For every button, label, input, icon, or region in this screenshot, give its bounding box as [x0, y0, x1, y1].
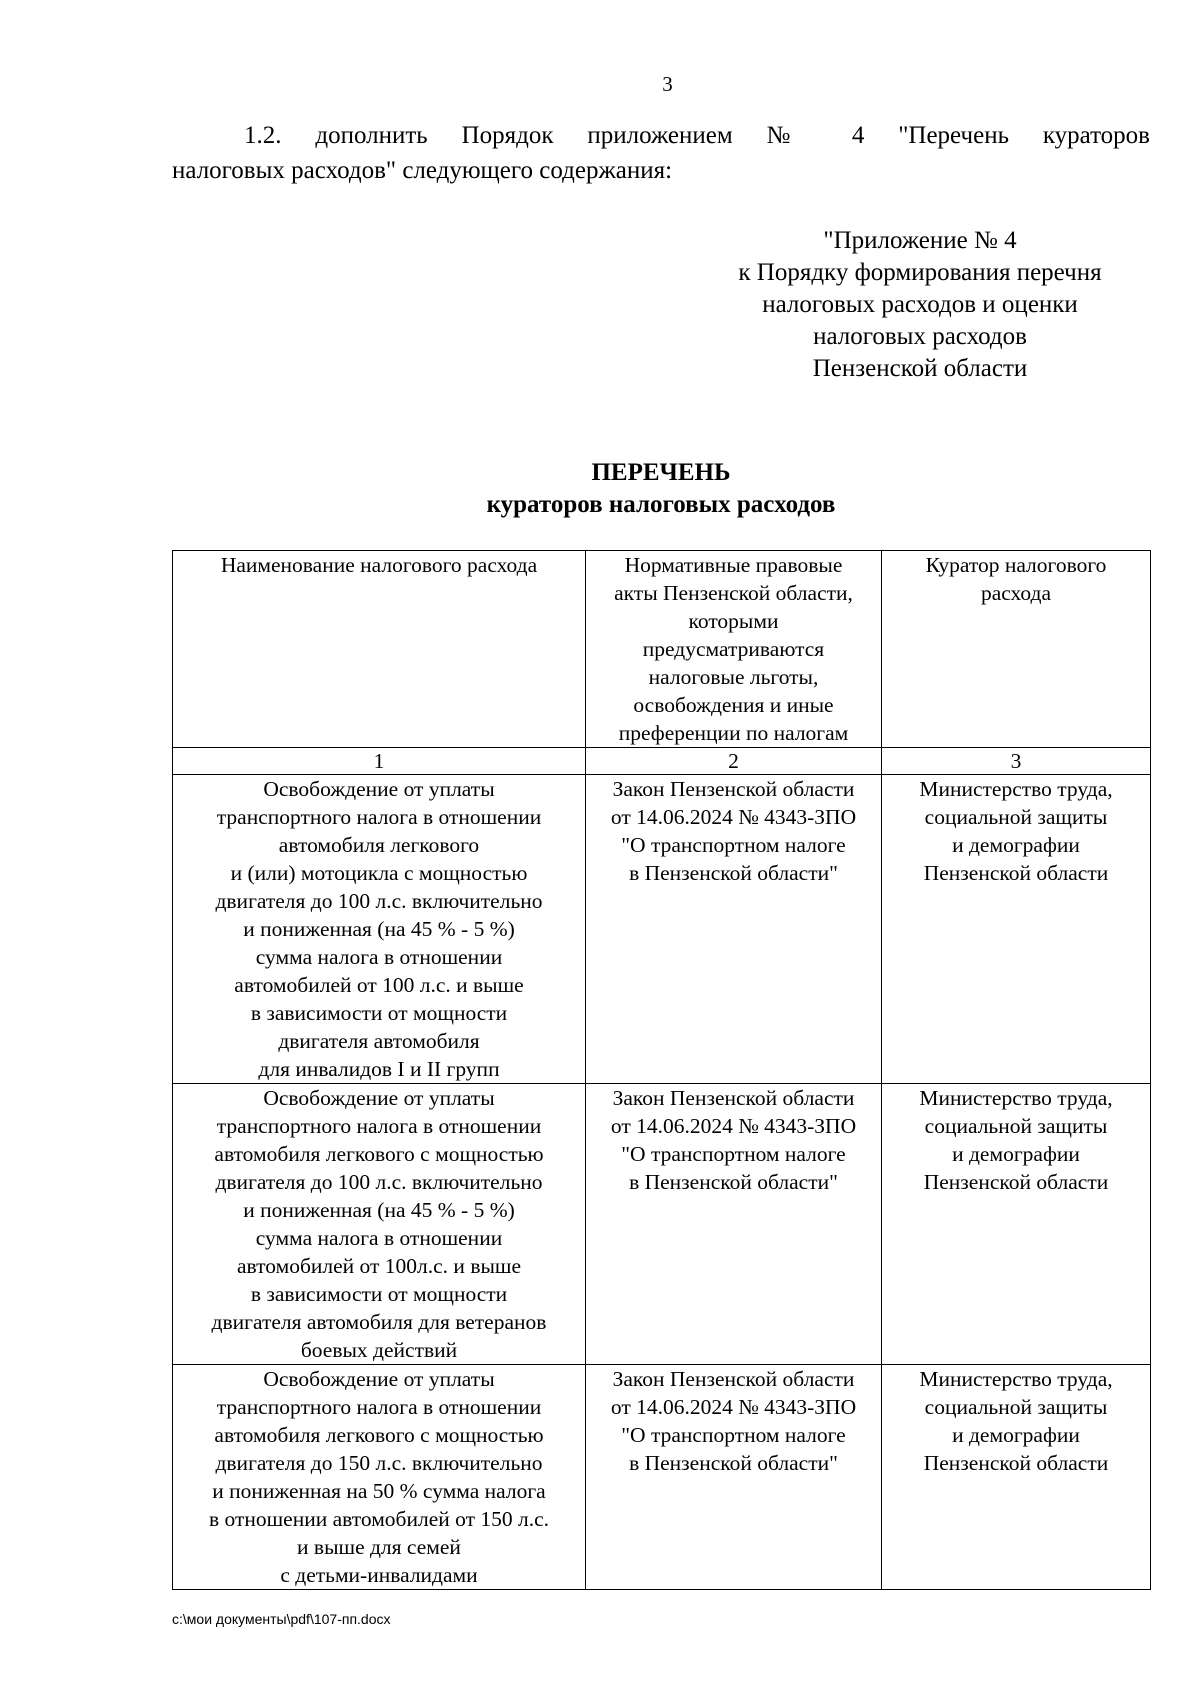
- column-header: [173, 551, 586, 748]
- intro-line-2: налоговых расходов" следующего содержания:: [172, 157, 673, 184]
- table-row: [173, 1084, 1151, 1365]
- cell-text-line: Закон Пензенской области: [612, 777, 855, 801]
- cell-text-line: и пониженная (на 45 % - 5 %): [243, 1198, 515, 1222]
- cell-text-line: от 14.06.2024 № 4343-ЗПО: [610, 1114, 857, 1138]
- cell-text-line: и пониженная на 50 % сумма налога: [212, 1479, 546, 1503]
- curator: [882, 1084, 1151, 1365]
- appendix-line: Пензенской области: [812, 355, 1028, 382]
- cell-text-line: предусматриваются: [642, 637, 825, 661]
- cell-text-line: автомобилей от 100л.с. и выше: [236, 1254, 522, 1278]
- column-number: 2: [586, 748, 882, 775]
- tax-expense-name: [173, 775, 586, 1084]
- cell-text-line: транспортного налога в отношении: [216, 1114, 542, 1138]
- curator: [882, 1365, 1151, 1590]
- column-number-row: [173, 748, 1151, 775]
- table-row: [173, 1365, 1151, 1590]
- cell-text-line: в Пензенской области": [629, 1170, 838, 1194]
- cell-text-line: и демографии: [952, 833, 1080, 857]
- legal-act: [586, 775, 882, 1084]
- cell-text-line: налоговые льготы,: [648, 665, 819, 689]
- cell-text-line: двигателя до 150 л.с. включительно: [215, 1451, 543, 1475]
- cell-text-line: сумма налога в отношении: [255, 945, 503, 969]
- cell-text-line: двигателя до 100 л.с. включительно: [215, 1170, 543, 1194]
- cell-text-line: "О транспортном налоге: [621, 1142, 846, 1166]
- column-number: 3: [882, 748, 1151, 775]
- cell-text-line: Наименование налогового расхода: [220, 553, 538, 577]
- cell-text-line: Министерство труда,: [919, 1086, 1113, 1110]
- cell-text-line: которыми: [688, 609, 779, 633]
- title-line-1: ПЕРЕЧЕНЬ: [591, 459, 731, 486]
- cell-text-line: автомобиля легкового с мощностью: [214, 1142, 544, 1166]
- cell-text-line: боевых действий: [300, 1338, 458, 1362]
- cell-text-line: двигателя автомобиля: [278, 1029, 480, 1053]
- appendix-line: "Приложение № 4: [823, 227, 1017, 254]
- cell-text-line: Освобождение от уплаты: [263, 777, 495, 801]
- cell-text-line: автомобилей от 100 л.с. и выше: [234, 973, 524, 997]
- cell-text-line: Освобождение от уплаты: [263, 1086, 495, 1110]
- cell-text-line: социальной защиты: [924, 1395, 1108, 1419]
- cell-text-line: Пензенской области: [923, 1451, 1109, 1475]
- column-header: [882, 551, 1151, 748]
- cell-text-line: Освобождение от уплаты: [263, 1367, 495, 1391]
- cell-text-line: социальной защиты: [924, 1114, 1108, 1138]
- appendix-line: к Порядку формирования перечня: [738, 259, 1102, 286]
- intro-line-1: 1.2. дополнить Порядок приложением № 4 "Перечень кураторов: [244, 122, 1150, 149]
- cell-text-line: с детьми-инвалидами: [280, 1563, 478, 1587]
- intro-paragraph: [172, 118, 1150, 188]
- cell-text-line: транспортного налога в отношении: [216, 805, 542, 829]
- cell-text-line: акты Пензенской области,: [614, 581, 853, 605]
- appendix-heading: [640, 225, 1200, 385]
- cell-text-line: в зависимости от мощности: [250, 1001, 508, 1025]
- column-number: 1: [173, 748, 586, 775]
- cell-text-line: в Пензенской области": [629, 861, 838, 885]
- cell-text-line: Пензенской области: [923, 1170, 1109, 1194]
- cell-text-line: двигателя автомобиля для ветеранов: [211, 1310, 547, 1334]
- cell-text-line: Закон Пензенской области: [612, 1367, 855, 1391]
- cell-text-line: "О транспортном налоге: [621, 1423, 846, 1447]
- footer-file-path: c:\мои документы\pdf\107-пп.docx: [172, 1611, 391, 1627]
- curators-table: [172, 550, 1151, 1590]
- cell-text-line: Министерство труда,: [919, 777, 1113, 801]
- cell-text-line: двигателя до 100 л.с. включительно: [215, 889, 543, 913]
- document-title: [172, 457, 1150, 521]
- cell-text-line: Министерство труда,: [919, 1367, 1113, 1391]
- cell-text-line: для инвалидов I и II групп: [258, 1057, 500, 1081]
- cell-text-line: транспортного налога в отношении: [216, 1395, 542, 1419]
- cell-text-line: в отношении автомобилей от 150 л.с.: [208, 1507, 550, 1531]
- cell-text-line: "О транспортном налоге: [621, 833, 846, 857]
- cell-text-line: от 14.06.2024 № 4343-ЗПО: [610, 805, 857, 829]
- cell-text-line: и выше для семей: [297, 1535, 461, 1559]
- cell-text-line: в зависимости от мощности: [250, 1282, 508, 1306]
- cell-text-line: от 14.06.2024 № 4343-ЗПО: [610, 1395, 857, 1419]
- cell-text-line: Куратор налогового: [925, 553, 1107, 577]
- cell-text-line: автомобиля легкового: [278, 833, 480, 857]
- cell-text-line: и демографии: [952, 1142, 1080, 1166]
- appendix-line: налоговых расходов и оценки: [762, 291, 1078, 318]
- cell-text-line: освобождения и иные: [633, 693, 834, 717]
- appendix-line: налоговых расходов: [813, 323, 1027, 350]
- cell-text-line: Закон Пензенской области: [612, 1086, 855, 1110]
- column-header: [586, 551, 882, 748]
- title-line-2: кураторов налоговых расходов: [486, 491, 836, 518]
- cell-text-line: социальной защиты: [924, 805, 1108, 829]
- cell-text-line: и (или) мотоцикла с мощностью: [230, 861, 528, 885]
- tax-expense-name: [173, 1084, 586, 1365]
- table-body: [173, 551, 1151, 1590]
- legal-act: [586, 1365, 882, 1590]
- cell-text-line: Пензенской области: [923, 861, 1109, 885]
- page-number: 3: [662, 72, 673, 96]
- cell-text-line: преференции по налогам: [618, 721, 849, 745]
- curator: [882, 775, 1151, 1084]
- table-header-row: [173, 551, 1151, 748]
- cell-text-line: Нормативные правовые: [624, 553, 843, 577]
- cell-text-line: сумма налога в отношении: [255, 1226, 503, 1250]
- tax-expense-name: [173, 1365, 586, 1590]
- cell-text-line: автомобиля легкового с мощностью: [214, 1423, 544, 1447]
- cell-text-line: в Пензенской области": [629, 1451, 838, 1475]
- table-row: [173, 775, 1151, 1084]
- cell-text-line: и пониженная (на 45 % - 5 %): [243, 917, 515, 941]
- legal-act: [586, 1084, 882, 1365]
- cell-text-line: расхода: [980, 581, 1052, 605]
- cell-text-line: и демографии: [952, 1423, 1080, 1447]
